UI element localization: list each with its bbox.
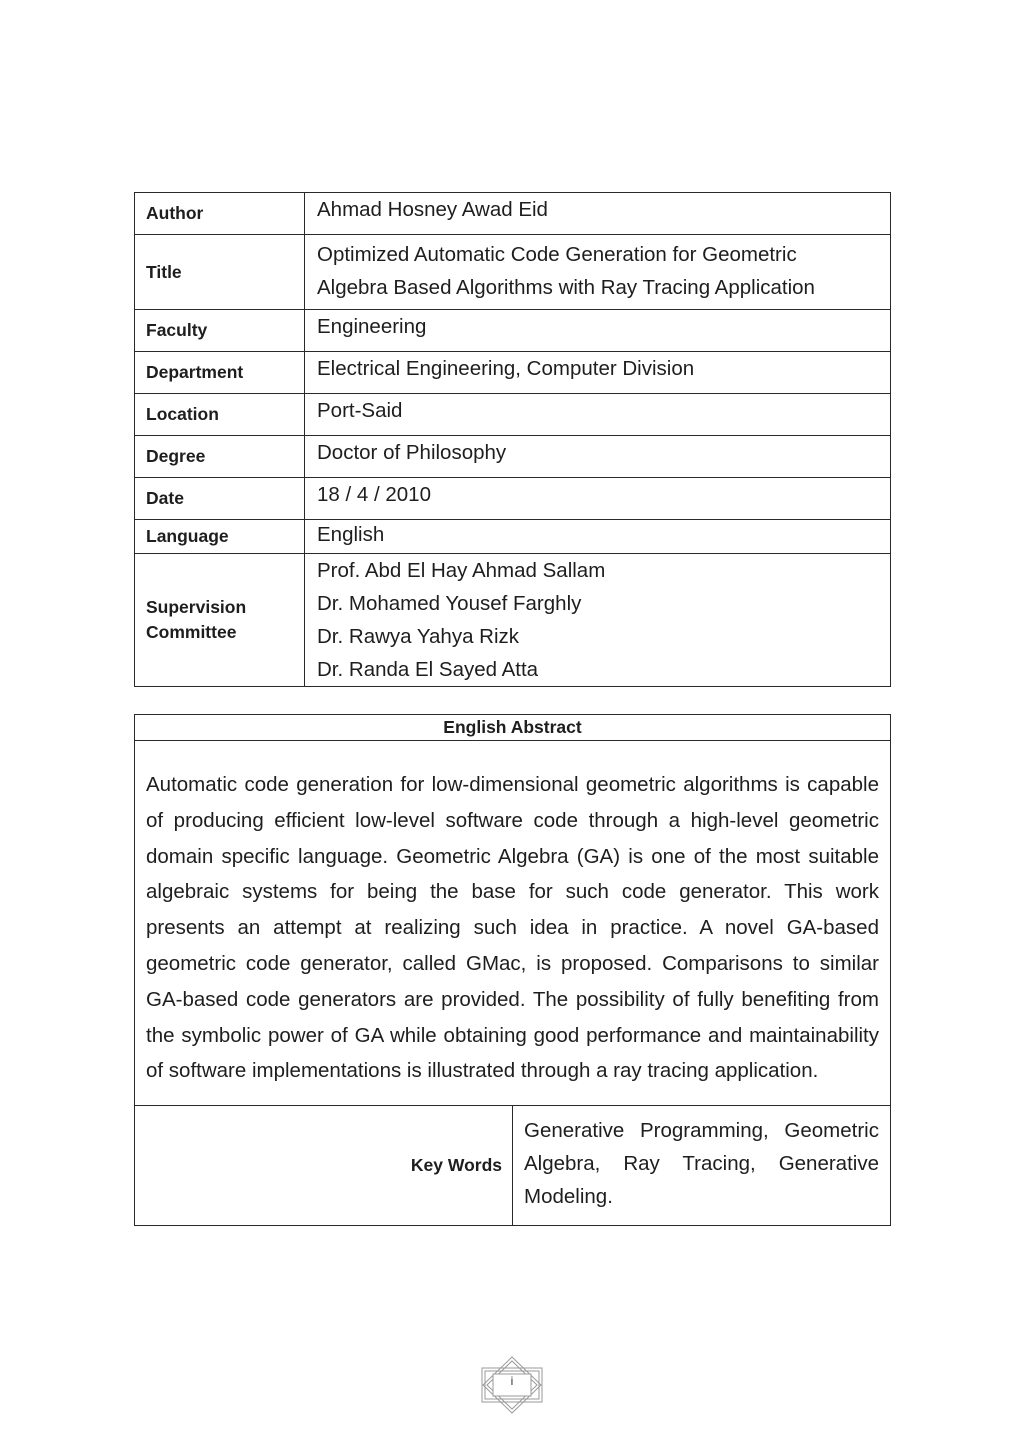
info-row-supervision: [135, 554, 891, 687]
date-value: 18 / 4 / 2010: [305, 478, 891, 520]
info-row-date: [135, 478, 891, 520]
abstract-table: [134, 714, 891, 1226]
keywords-value: Generative Programming, Geometric Algebra, Ray Tracing, Generative Modeling.: [513, 1106, 891, 1226]
supervisor-3: Dr. Rawya Yahya Rizk: [317, 625, 520, 648]
language-label-text: Language: [146, 526, 229, 546]
info-row-author: [135, 193, 891, 235]
date-label: [135, 478, 305, 520]
faculty-label-text: Faculty: [146, 320, 208, 340]
degree-label: [135, 436, 305, 478]
supervision-members: [305, 554, 891, 687]
info-row-language: [135, 520, 891, 554]
supervision-label: [135, 554, 305, 687]
author-value: Ahmad Hosney Awad Eid: [305, 193, 891, 235]
info-row-department: [135, 352, 891, 394]
faculty-label: [135, 310, 305, 352]
department-label: [135, 352, 305, 394]
page-number-ornament: [479, 1356, 545, 1414]
location-value: Port-Said: [305, 394, 891, 436]
language-label: [135, 520, 305, 554]
keywords-row: [135, 1106, 891, 1226]
title-label-text: Title: [146, 261, 182, 282]
faculty-value: Engineering: [305, 310, 891, 352]
language-value: English: [305, 520, 891, 554]
author-label: [135, 193, 305, 235]
title-line-1: Optimized Automatic Code Generation for Geometric: [317, 243, 797, 266]
thesis-info-table: [134, 192, 891, 687]
supervisor-2: Dr. Mohamed Yousef Farghly: [317, 592, 582, 615]
abstract-heading: English Abstract: [135, 715, 891, 741]
location-label: [135, 394, 305, 436]
keywords-label: Key Words: [135, 1106, 513, 1226]
abstract-heading-row: [135, 715, 891, 741]
title-value: [305, 235, 891, 310]
supervisor-1: Prof. Abd El Hay Ahmad Sallam: [317, 559, 606, 582]
abstract-text: Automatic code generation for low-dimensional geometric algorithms is capable of producing efficient low-level software code through a high-level geometric domain specific language. Geometric Algebra (GA) is one of the most suitable algebraic systems for being the base for such code generator. This work presents an attempt at realizing such idea in practice. A novel GA-based geometric code generator, called GMac, is proposed. Comparisons to similar GA-based code generators are provided. The possibility of fully benefiting from the symbolic power of GA while obtaining good performance and maintainability of software implementations is illustrated through a ray tracing application.: [135, 741, 891, 1106]
title-line-2: Algebra Based Algorithms with Ray Tracing Application: [317, 276, 815, 299]
title-label: [135, 235, 305, 310]
info-row-location: [135, 394, 891, 436]
degree-label-text: Degree: [146, 446, 206, 466]
department-value: Electrical Engineering, Computer Division: [305, 352, 891, 394]
info-row-title: [135, 235, 891, 310]
degree-value: Doctor of Philosophy: [305, 436, 891, 478]
author-label-text: Author: [146, 203, 204, 223]
department-label-text: Department: [146, 362, 244, 382]
location-label-text: Location: [146, 404, 219, 424]
abstract-body-row: [135, 741, 891, 1106]
date-label-text: Date: [146, 488, 184, 508]
info-row-faculty: [135, 310, 891, 352]
supervision-label-line-1: Supervision: [146, 597, 247, 617]
page-number: i: [510, 1374, 514, 1388]
supervision-label-line-2: Committee: [146, 622, 237, 642]
info-row-degree: [135, 436, 891, 478]
supervisor-4: Dr. Randa El Sayed Atta: [317, 658, 539, 681]
